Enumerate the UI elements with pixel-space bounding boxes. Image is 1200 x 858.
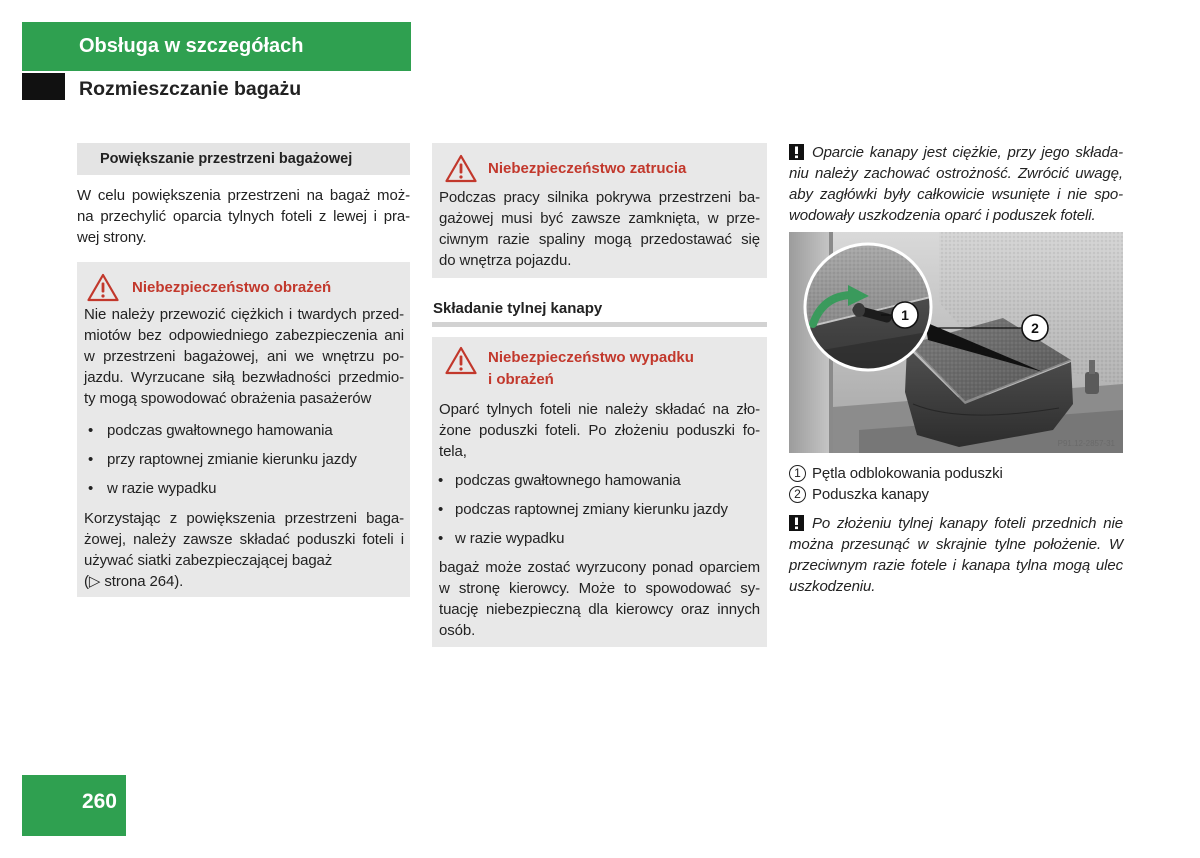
paragraph-line: wodowały uszkodzenia oparć i poduszek foteli. — [789, 206, 1096, 224]
warning-triangle-icon — [445, 154, 477, 183]
attention-icon — [789, 515, 804, 531]
paragraph-line — [789, 142, 1123, 163]
warning-injury-box — [77, 262, 410, 597]
paragraph-line: ty mogą spowodować obrażenia pasażerów — [84, 390, 372, 407]
paragraph-line: żowej, należy zawsze składać poduszki foteli i — [84, 530, 404, 548]
legend-item — [789, 484, 1123, 505]
warning-title-row — [84, 272, 404, 302]
warning-closing — [439, 557, 760, 641]
paragraph-line: bagaż może zostać wyrzucony ponad oparciem — [439, 558, 760, 576]
page-reference: (▷ strona 264). — [84, 572, 184, 590]
section-title: Obsługa w szczegółach — [79, 35, 304, 57]
list-item: • w razie wypadku — [84, 478, 404, 499]
legend-number: 2 — [789, 486, 806, 503]
paragraph-line: na przechylić oparcia tylnych foteli z lewej i pra- — [77, 208, 410, 225]
paragraph-line: gażowej musi być zawsze zamknięta, w prze- — [439, 209, 760, 227]
warning-body — [439, 187, 760, 271]
warning-title — [488, 347, 694, 390]
note-text: Po złożeniu tylnej kanapy foteli przednich nie — [812, 514, 1123, 532]
paragraph-line: W celu powiększenia przestrzeni na bagaż moż- — [77, 187, 410, 204]
paragraph-line: w przestrzeni bagażowej, ani we wnętrzu po- — [84, 348, 404, 365]
page-number-tab — [22, 775, 126, 836]
warning-body — [439, 399, 760, 462]
paragraph-line: używać siatki zabezpieczającej bagaż — [84, 551, 333, 569]
paragraph-line: przeciwnym razie fotele i kanapa tylna mogą ulec — [789, 556, 1123, 574]
warning-triangle-icon — [87, 273, 119, 302]
paragraph-line: Oparć tylnych foteli nie należy składać na zło- — [439, 400, 760, 418]
warning-title-line: i obrażeń — [488, 370, 554, 388]
warning-poisoning-box — [432, 143, 767, 278]
paragraph-line: osób. — [439, 621, 476, 639]
section-header-bar — [22, 22, 411, 71]
figure-code: P91.12-2857-31 — [1057, 439, 1115, 448]
section-heading: Powiększanie przestrzeni bagażowej — [100, 151, 353, 167]
attention-note-2 — [789, 513, 1123, 597]
list-item: • podczas raptownej zmiany kierunku jazdy — [439, 499, 760, 520]
subsection-title: Rozmieszczanie bagażu — [79, 78, 302, 100]
paragraph-line: wej strony. — [77, 229, 147, 246]
callout-2-label: 2 — [1031, 320, 1039, 337]
legend-label: Pętla odblokowania poduszki — [812, 464, 1003, 482]
subheading-rule — [432, 322, 767, 327]
warning-triangle-icon — [445, 346, 477, 375]
paragraph-line: można przesunąć w skrajnie tylne położenie. W — [789, 535, 1123, 553]
intro-paragraph — [77, 185, 410, 248]
paragraph-line: Korzystając z powiększenia przestrzeni baga- — [84, 509, 404, 527]
warning-title: Niebezpieczeństwo obrażeń — [132, 278, 332, 296]
attention-note-1 — [789, 142, 1123, 226]
note-text: Oparcie kanapy jest ciężkie, przy jego składa- — [812, 143, 1123, 161]
callout-1-label: 1 — [901, 307, 909, 324]
paragraph-line: żone poduszki foteli. Po złożeniu poduszki fo- — [439, 421, 760, 439]
bullet-list — [439, 470, 760, 549]
paragraph-line: uszkodzeniu. — [789, 577, 876, 595]
legend-item — [789, 463, 1123, 484]
figure-photo — [789, 232, 1123, 453]
paragraph-line: tela, — [439, 442, 467, 460]
paragraph-line: w stronę kierowcy. Może to spowodować sy- — [439, 579, 760, 597]
bullet-list — [84, 420, 404, 499]
subheading: Składanie tylnej kanapy — [433, 300, 603, 317]
list-item: • podczas gwałtownego hamowania — [84, 420, 404, 441]
warning-closing — [84, 508, 404, 592]
attention-icon — [789, 144, 804, 160]
paragraph-line — [789, 513, 1123, 534]
warning-title-line: Niebezpieczeństwo wypadku — [488, 349, 694, 366]
paragraph-line: Nie należy przewozić ciężkich i twardych przed- — [84, 306, 404, 323]
subsection-marker — [22, 73, 65, 100]
legend-label: Poduszka kanapy — [812, 485, 929, 503]
paragraph-line: ciwnym razie spaliny mogą przedostawać się — [439, 230, 760, 248]
seatbelt-buckle — [1085, 372, 1099, 394]
paragraph-line: jazdu. Wyrzucane siłą bezwładności przedmio- — [84, 369, 404, 386]
page-number: 260 — [81, 790, 117, 813]
paragraph-line: niu należy zachować ostrożność. Zwrócić uwagę, — [789, 164, 1123, 182]
list-item: • przy raptownej zmianie kierunku jazdy — [84, 449, 404, 470]
warning-title-row — [439, 153, 760, 183]
warning-accident-box — [432, 337, 767, 647]
paragraph-line: tuację niebezpieczną dla kierowcy oraz innych — [439, 600, 760, 618]
warning-title-row — [439, 347, 760, 390]
paragraph-line: do wnętrza pojazdu. — [439, 251, 572, 269]
paragraph-line: aby zagłówki były całkowicie wsunięte i nie spo- — [789, 185, 1123, 203]
list-item: • w razie wypadku — [439, 528, 760, 549]
warning-body — [84, 304, 404, 409]
paragraph-line: Podczas pracy silnika pokrywa przestrzeni ba- — [439, 188, 760, 206]
paragraph-line: miotów bez odpowiedniego zabezpieczenia ani — [84, 327, 404, 344]
warning-title: Niebezpieczeństwo zatrucia — [488, 159, 687, 177]
list-item: • podczas gwałtownego hamowania — [439, 470, 760, 491]
figure-legend — [789, 463, 1123, 505]
legend-number: 1 — [789, 465, 806, 482]
heading-bar — [77, 143, 410, 175]
